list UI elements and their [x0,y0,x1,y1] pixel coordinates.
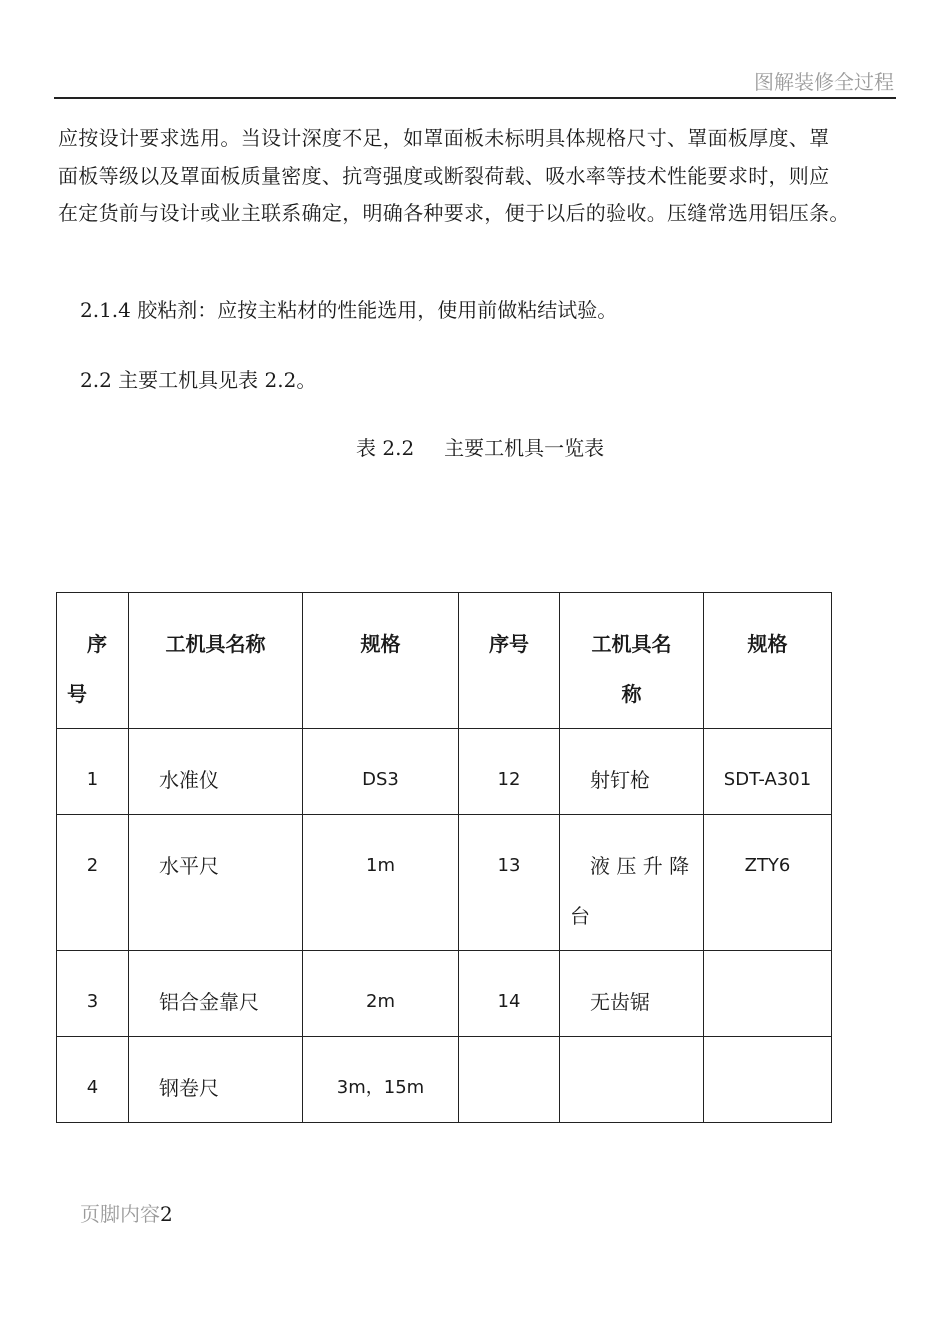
cell-spec2 [704,815,832,951]
cell-name2 [560,951,704,1037]
cell-name-text: 铝合金靠尺 [159,990,259,1014]
cell-no [57,1037,129,1123]
paragraph-line: 面板等级以及罩面板质量密度、抗弯强度或断裂荷载、吸水率等技术性能要求时，则应 [58,163,830,188]
header-cell-no [57,593,129,729]
cell-name2 [560,729,704,815]
section-2-1-4: 2.1.4 胶粘剂：应按主粘材的性能选用，使用前做粘结试验。 [80,298,618,322]
header-cell-spec2 [704,593,832,729]
footer-text: 页脚内容 [80,1202,160,1226]
cell-name [129,729,303,815]
table-header-row [57,593,832,729]
cell-name2-text: 射钉枪 [590,768,650,792]
cell-name2-line1: 液 压 升 降 [590,854,690,878]
section-2-2: 2.2 主要工机具见表 2.2。 [80,368,317,392]
cell-name-text: 水平尺 [159,854,219,878]
page-number: 2 [160,1202,173,1226]
cell-spec-text: DS3 [362,769,399,790]
cell-spec2 [704,729,832,815]
cell-no2 [459,815,560,951]
cell-name-text: 水准仪 [159,768,219,792]
cell-no-text: 2 [86,855,99,876]
cell-name2 [560,815,704,951]
cell-spec [303,815,459,951]
cell-no2-text: 12 [497,769,521,790]
header-name-text: 工机具名称 [165,632,266,656]
header-cell-spec [303,593,459,729]
header-cell-name2 [560,593,704,729]
table-caption-title: 主要工机具一览表 [444,436,605,460]
cell-spec2-text [704,951,831,977]
page-header-title: 图解装修全过程 [754,70,894,94]
cell-name2-text: 无齿锯 [590,990,650,1014]
cell-name [129,951,303,1037]
cell-spec-text: 2m [366,991,395,1012]
cell-spec2-text [704,1037,831,1063]
cell-spec-text: 1m [366,855,395,876]
header-cell-name [129,593,303,729]
cell-spec [303,951,459,1037]
cell-no2-text [459,1037,559,1063]
header-no2-text: 序号 [489,632,529,656]
table-caption [356,432,604,461]
cell-no [57,729,129,815]
cell-no [57,815,129,951]
cell-no [57,951,129,1037]
cell-spec-text: 3m，15m [336,1077,425,1098]
header-spec-text: 规格 [360,632,401,656]
cell-no2 [459,1037,560,1123]
cell-name2-line2: 台 [570,904,590,928]
cell-spec [303,1037,459,1123]
cell-name [129,1037,303,1123]
table-row [57,815,832,951]
cell-no2-text: 13 [497,855,521,876]
cell-spec [303,729,459,815]
tools-table [56,592,832,1123]
cell-spec2 [704,951,832,1037]
cell-no-text: 3 [86,991,99,1012]
body-paragraph [58,120,900,233]
paragraph-line: 在定货前与设计或业主联系确定，明确各种要求，便于以后的验收。压缝常选用铝压条。 [58,201,850,225]
cell-spec2-text: ZTY6 [744,855,791,876]
cell-name2 [560,1037,704,1123]
cell-no2 [459,951,560,1037]
cell-spec2-text: SDT-A301 [723,769,812,790]
cell-spec2 [704,1037,832,1123]
table-row [57,1037,832,1123]
cell-name-text: 钢卷尺 [159,1076,219,1100]
table-row [57,951,832,1037]
header-name2-line1: 工机具名 [591,632,672,656]
header-spec2-text: 规格 [747,632,788,656]
header-no-line1: 序 [87,632,107,656]
cell-name [129,815,303,951]
cell-no-text: 1 [86,769,99,790]
header-no-line2: 号 [67,682,87,706]
cell-no2-text: 14 [497,991,521,1012]
header-cell-no2 [459,593,560,729]
table-row [57,729,832,815]
paragraph-line: 应按设计要求选用。当设计深度不足，如罩面板未标明具体规格尺寸、罩面板厚度、罩 [58,126,830,150]
page-footer [80,1198,173,1227]
header-name2-line2: 称 [621,682,642,706]
table-caption-number: 表 2.2 [356,436,415,460]
header-divider [54,97,896,99]
cell-name2-text [560,1037,703,1063]
cell-no-text: 4 [86,1077,99,1098]
cell-no2 [459,729,560,815]
